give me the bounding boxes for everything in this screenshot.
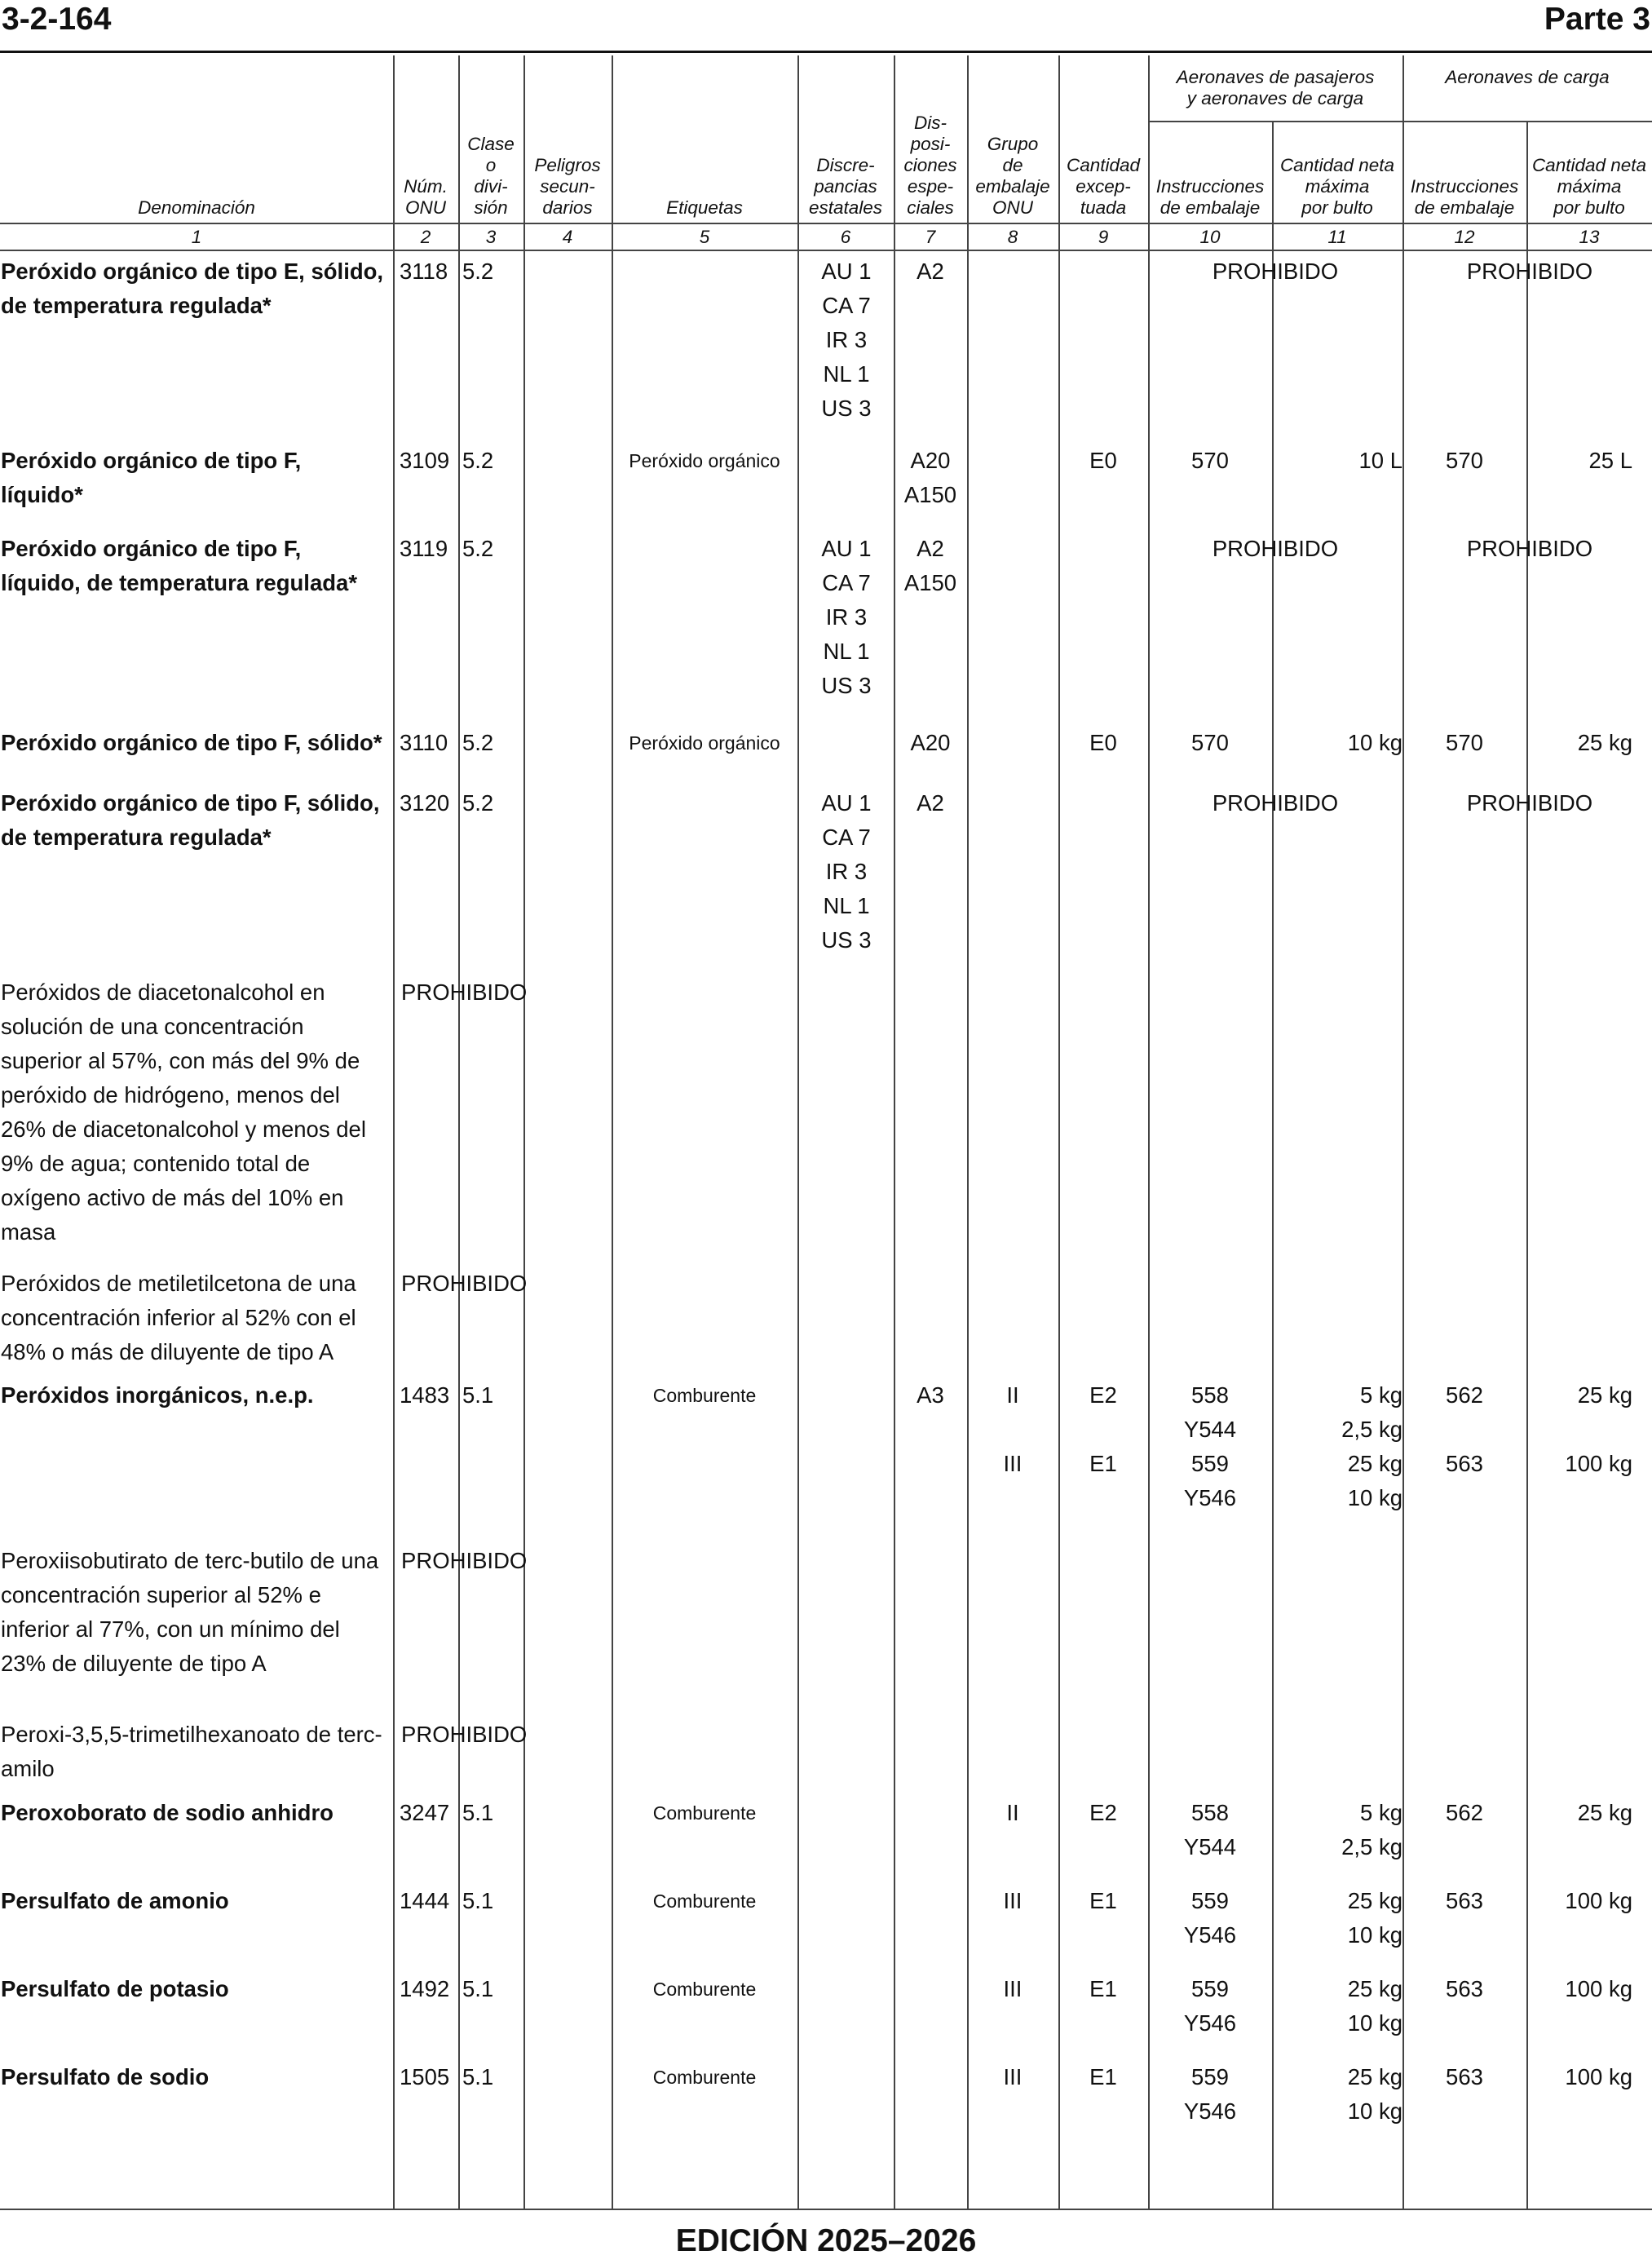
cargo-packing-instruction: 563 xyxy=(1446,1888,1483,1913)
substance-name: Persulfato de amonio xyxy=(1,1888,229,1913)
class-division: 5.1 xyxy=(462,1800,494,1825)
packing-group: II III xyxy=(1003,1382,1023,1476)
column-number-13: 13 xyxy=(1579,227,1600,247)
column-header-9: Cantidad excep- tuada xyxy=(1066,155,1141,218)
un-number: 3109 xyxy=(400,448,450,473)
cargo-max-net-quantity: 100 kg xyxy=(1565,1976,1632,2001)
column-header-2: Núm. ONU xyxy=(404,176,448,218)
passenger-packing-instruction: 558 Y544 559 Y546 xyxy=(1183,1382,1237,1510)
passenger-max-net-quantity: 25 kg 10 kg xyxy=(1347,1888,1402,1948)
passenger-max-net-quantity: 25 kg 10 kg xyxy=(1347,1976,1402,2036)
special-provisions: A3 xyxy=(917,1382,944,1408)
excepted-quantity: E2 xyxy=(1089,1800,1117,1825)
column-header-11: Cantidad neta máxima por bulto xyxy=(1279,155,1395,218)
un-number: 3247 xyxy=(400,1800,450,1825)
excepted-quantity: E2 E1 xyxy=(1089,1382,1117,1476)
class-division: 5.2 xyxy=(462,790,494,816)
passenger-max-net-quantity: 5 kg 2,5 kg 25 kg 10 kg xyxy=(1341,1382,1402,1510)
column-header-3: Clase o divi- sión xyxy=(467,134,515,218)
substance-name: Persulfato de potasio xyxy=(1,1976,229,2001)
cargo-max-net-quantity: 25 kg xyxy=(1577,730,1632,755)
colnum-bottom-rule xyxy=(0,250,1652,251)
class-division: 5.2 xyxy=(462,259,494,284)
special-provisions: A2 xyxy=(917,259,944,284)
passenger-packing-instruction: 558 Y544 xyxy=(1183,1800,1237,1859)
substance-name: Peróxidos de metiletilcetona de una concentración inferior al 52% con el 48% o más de diluyente de tipo A xyxy=(1,1271,356,1364)
footer-rule xyxy=(0,2209,1652,2210)
page-number: 3-2-164 xyxy=(2,2,112,37)
column-divider xyxy=(458,55,460,2209)
cargo-packing-instruction: 570 xyxy=(1446,730,1483,755)
un-number: 1505 xyxy=(400,2064,450,2089)
column-header-8: Grupo de embalaje ONU xyxy=(975,134,1050,218)
cargo-max-net-quantity: 25 L xyxy=(1588,448,1632,473)
column-number-11: 11 xyxy=(1327,227,1347,247)
class-division: 5.1 xyxy=(462,2064,494,2089)
class-division: 5.2 xyxy=(462,448,494,473)
column-number-10: 10 xyxy=(1199,227,1221,247)
hazard-label: Comburente xyxy=(652,1890,757,1912)
column-header-6: Discre- pancias estatales xyxy=(808,155,883,218)
excepted-quantity: E0 xyxy=(1089,448,1117,473)
excepted-quantity: E0 xyxy=(1089,730,1117,755)
un-number: 3118 xyxy=(400,259,448,284)
passenger-max-net-quantity: 25 kg 10 kg xyxy=(1347,2064,1402,2124)
hazard-label: Comburente xyxy=(652,2067,757,2088)
state-variations: AU 1 CA 7 IR 3 NL 1 US 3 xyxy=(821,536,872,698)
column-number-7: 7 xyxy=(925,227,936,247)
excepted-quantity: E1 xyxy=(1089,1888,1117,1913)
column-header-10: Instrucciones de embalaje xyxy=(1155,176,1265,218)
passenger-packing-instruction: 570 xyxy=(1191,448,1229,473)
prohibited-text: PROHIBIDO xyxy=(401,1722,528,1747)
column-number-9: 9 xyxy=(1098,227,1109,247)
packing-group: III xyxy=(1003,1976,1023,2001)
column-divider xyxy=(523,55,525,2209)
passenger-packing-instruction: 559 Y546 xyxy=(1183,1976,1237,2036)
special-provisions: A20 xyxy=(910,730,951,755)
prohibited-text: PROHIBIDO xyxy=(401,1271,528,1296)
substance-name: Peróxidos inorgánicos, n.e.p. xyxy=(1,1382,314,1408)
cargo-prohibited: PROHIBIDO xyxy=(1466,259,1593,284)
state-variations: AU 1 CA 7 IR 3 NL 1 US 3 xyxy=(821,790,872,953)
un-number: 3110 xyxy=(400,730,448,755)
class-division: 5.1 xyxy=(462,1976,494,2001)
substance-name: Peróxido orgánico de tipo F, sólido, de temperatura regulada* xyxy=(1,790,380,850)
prohibited-text: PROHIBIDO xyxy=(401,1548,528,1573)
cargo-packing-instruction: 563 xyxy=(1446,2064,1483,2089)
substance-name: Peróxido orgánico de tipo E, sólido, de temperatura regulada* xyxy=(1,259,384,318)
special-provisions: A20 A150 xyxy=(903,448,957,507)
cargo-max-net-quantity: 100 kg xyxy=(1565,1888,1632,1913)
cargo-packing-instruction: 563 xyxy=(1446,1976,1483,2001)
class-division: 5.1 xyxy=(462,1888,494,1913)
column-number-8: 8 xyxy=(1007,227,1018,247)
header-divider xyxy=(1148,121,1652,122)
group-header-passenger: Aeronaves de pasajeros y aeronaves de carga xyxy=(1176,67,1375,108)
hazard-label: Peróxido orgánico xyxy=(629,732,780,754)
hazard-label: Comburente xyxy=(652,1802,757,1824)
cargo-prohibited: PROHIBIDO xyxy=(1466,790,1593,816)
column-header-5: Etiquetas xyxy=(666,197,743,218)
un-number: 3119 xyxy=(400,536,448,561)
passenger-prohibited: PROHIBIDO xyxy=(1212,536,1339,561)
column-header-13: Cantidad neta máxima por bulto xyxy=(1531,155,1647,218)
substance-name: Peroxi-3,5,5-trimetilhexanoato de terc- amilo xyxy=(1,1722,382,1781)
class-division: 5.2 xyxy=(462,536,494,561)
hazard-label: Comburente xyxy=(652,1385,757,1406)
page-header xyxy=(0,0,1652,52)
special-provisions: A2 xyxy=(917,790,944,816)
substance-name: Persulfato de sodio xyxy=(1,2064,210,2089)
un-number: 1444 xyxy=(400,1888,450,1913)
column-header-1: Denominación xyxy=(138,197,255,218)
substance-name: Peróxido orgánico de tipo F, líquido* xyxy=(1,448,302,507)
packing-group: III xyxy=(1003,1888,1023,1913)
excepted-quantity: E1 xyxy=(1089,2064,1117,2089)
cargo-packing-instruction: 562 xyxy=(1446,1800,1483,1825)
header-bottom-rule xyxy=(0,223,1652,224)
packing-group: III xyxy=(1003,2064,1023,2089)
state-variations: AU 1 CA 7 IR 3 NL 1 US 3 xyxy=(821,259,872,421)
un-number: 3120 xyxy=(400,790,450,816)
column-divider xyxy=(894,55,895,2209)
column-number-6: 6 xyxy=(840,227,851,247)
cargo-packing-instruction: 570 xyxy=(1446,448,1483,473)
class-division: 5.2 xyxy=(462,730,494,755)
cargo-packing-instruction: 562 563 xyxy=(1446,1382,1483,1476)
substance-name: Peróxidos de diacetonalcohol en solución de una concentración superior al 57%, con más del 9% de peróxido de hidrógeno, menos del 26% de diacetonalcohol y menos del 9% de agua; contenido total de oxígeno activo de más del 10% en masa xyxy=(1,979,366,1245)
column-header-4: Peligros secun- darios xyxy=(534,155,601,218)
column-header-12: Instrucciones de embalaje xyxy=(1410,176,1519,218)
hazard-label: Peróxido orgánico xyxy=(629,450,780,471)
passenger-prohibited: PROHIBIDO xyxy=(1212,790,1339,816)
passenger-packing-instruction: 570 xyxy=(1191,730,1229,755)
passenger-max-net-quantity: 10 kg xyxy=(1347,730,1402,755)
column-header-7: Dis- posi- ciones espe- ciales xyxy=(903,113,957,218)
passenger-max-net-quantity: 10 L xyxy=(1358,448,1402,473)
column-number-4: 4 xyxy=(562,227,573,247)
header-rule xyxy=(0,51,1652,53)
special-provisions: A2 A150 xyxy=(903,536,957,595)
column-number-2: 2 xyxy=(420,227,431,247)
passenger-max-net-quantity: 5 kg 2,5 kg xyxy=(1341,1800,1402,1859)
passenger-packing-instruction: 559 Y546 xyxy=(1183,1888,1237,1948)
substance-name: Peroxiisobutirato de terc-butilo de una concentración superior al 52% e inferior al 77%, con un mínimo del 23% de diluyente de tipo A xyxy=(1,1548,379,1676)
column-number-3: 3 xyxy=(485,227,497,247)
cargo-prohibited: PROHIBIDO xyxy=(1466,536,1593,561)
un-number: 1483 xyxy=(400,1382,450,1408)
cargo-max-net-quantity: 100 kg xyxy=(1565,2064,1632,2089)
substance-name: Peróxido orgánico de tipo F, sólido* xyxy=(1,730,382,755)
packing-group: II xyxy=(1006,1800,1019,1825)
passenger-prohibited: PROHIBIDO xyxy=(1212,259,1339,284)
column-divider xyxy=(393,55,395,2209)
substance-name: Peróxido orgánico de tipo F, líquido, de temperatura regulada* xyxy=(1,536,358,595)
class-division: 5.1 xyxy=(462,1382,494,1408)
un-number: 1492 xyxy=(400,1976,450,2001)
column-number-1: 1 xyxy=(191,227,202,247)
excepted-quantity: E1 xyxy=(1089,1976,1117,2001)
passenger-packing-instruction: 559 Y546 xyxy=(1183,2064,1237,2124)
cargo-max-net-quantity: 25 kg xyxy=(1577,1800,1632,1825)
substance-name: Peroxoborato de sodio anhidro xyxy=(1,1800,333,1825)
column-number-12: 12 xyxy=(1454,227,1475,247)
part-label: Parte 3 xyxy=(1544,2,1650,37)
column-number-5: 5 xyxy=(699,227,710,247)
edition-footer: EDICIÓN 2025–2026 xyxy=(675,2223,977,2258)
prohibited-text: PROHIBIDO xyxy=(401,979,528,1005)
cargo-max-net-quantity: 25 kg 100 kg xyxy=(1565,1382,1632,1476)
group-header-cargo: Aeronaves de carga xyxy=(1445,67,1610,87)
hazard-label: Comburente xyxy=(652,1979,757,2000)
